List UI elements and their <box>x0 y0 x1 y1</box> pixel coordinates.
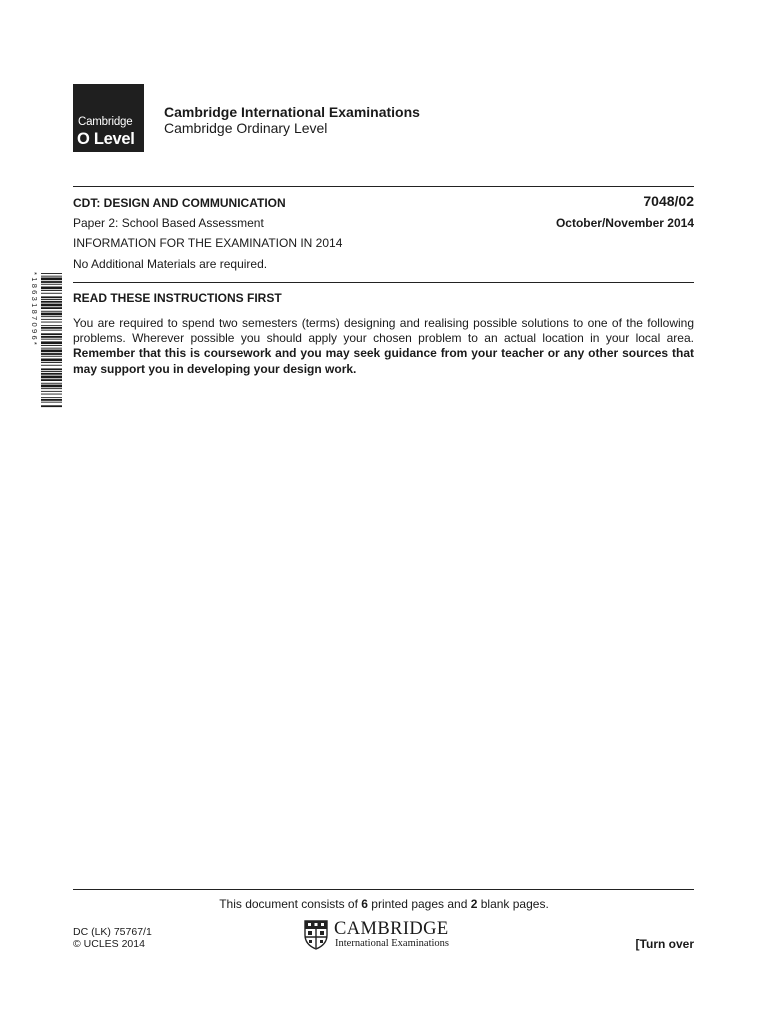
barcode-stripe <box>41 345 62 346</box>
instructions-paragraph <box>73 316 694 377</box>
board-level: Cambridge Ordinary Level <box>164 120 328 136</box>
barcode-stripe <box>41 365 62 366</box>
top-divider <box>73 186 694 187</box>
barcode-stripe <box>41 330 62 331</box>
barcode-stripe <box>41 397 62 398</box>
barcode-stripe <box>41 296 62 298</box>
barcode-stripe <box>41 359 62 362</box>
barcode-stripe <box>41 376 62 379</box>
barcode-stripe <box>41 319 62 320</box>
cambridge-o-level-logo <box>73 84 144 152</box>
instructions-bold-text: Remember that this is coursework and you may seek guidance from your teacher or any other sources that may support you in developing your design work. <box>73 346 694 376</box>
pages-suffix: blank pages. <box>477 897 549 911</box>
barcode-stripe <box>41 341 62 344</box>
barcode-stripe <box>41 356 62 357</box>
instructions-heading: READ THESE INSTRUCTIONS FIRST <box>73 291 282 305</box>
barcode-stripe <box>41 339 62 340</box>
barcode-stripe <box>41 353 62 355</box>
cambridge-wordmark: CAMBRIDGE <box>334 919 449 939</box>
barcode-stripe <box>41 325 62 326</box>
barcode-stripe <box>41 284 62 285</box>
cambridge-subtitle: International Examinations <box>335 938 450 949</box>
barcode-stripe <box>41 307 62 309</box>
logo-line-1: Cambridge <box>78 116 133 128</box>
barcode-stripe <box>41 273 62 274</box>
barcode-stripe <box>41 304 62 307</box>
exam-info: INFORMATION FOR THE EXAMINATION IN 2014 <box>73 236 343 250</box>
barcode-stripe <box>41 316 62 317</box>
copyright: © UCLES 2014 <box>73 938 145 950</box>
materials-note: No Additional Materials are required. <box>73 257 268 271</box>
syllabus-code: 7048/02 <box>643 193 694 209</box>
barcode-number: *1863187096* <box>30 272 39 348</box>
subject-title: CDT: DESIGN AND COMMUNICATION <box>73 196 286 210</box>
barcode <box>28 270 62 410</box>
document-reference: DC (LK) 75767/1 <box>73 926 152 938</box>
barcode-stripe <box>41 327 62 329</box>
printed-count: 6 <box>361 897 368 911</box>
barcode-stripe <box>41 388 62 389</box>
barcode-stripe <box>41 311 62 312</box>
barcode-stripe <box>41 371 62 372</box>
barcode-stripe <box>41 383 62 384</box>
barcode-stripe <box>41 287 62 290</box>
logo-line-2: O Level <box>77 130 135 148</box>
barcode-stripe <box>41 313 62 316</box>
barcode-stripe <box>41 299 62 300</box>
barcode-stripe <box>41 402 62 403</box>
barcode-stripe <box>41 391 62 392</box>
barcode-stripe <box>41 348 62 349</box>
barcode-stripe <box>41 293 62 294</box>
barcode-stripe <box>41 281 62 283</box>
exam-session: October/November 2014 <box>555 216 694 230</box>
barcode-stripe <box>41 373 62 375</box>
barcode-stripe <box>41 394 62 395</box>
instructions-divider <box>73 282 694 283</box>
barcode-stripe <box>41 278 62 281</box>
turn-over-note: [Turn over <box>635 937 694 951</box>
instructions-text: You are required to spend two semesters (terms) designing and realising possible solutions to one of the following problems. Wherever possible you should apply your chosen problem to an actual location in your local area. <box>73 316 694 346</box>
page-count-note <box>0 897 768 911</box>
barcode-stripe <box>41 405 62 407</box>
barcode-stripe <box>41 336 62 338</box>
barcode-stripe <box>41 385 62 388</box>
pages-middle: printed pages and <box>367 897 471 911</box>
barcode-stripe <box>41 379 62 381</box>
barcode-stripe <box>41 362 62 363</box>
blank-count: 2 <box>470 897 478 911</box>
paper-title: Paper 2: School Based Assessment <box>73 216 264 230</box>
barcode-stripe <box>41 290 62 291</box>
barcode-stripe <box>41 322 62 323</box>
barcode-stripe <box>41 276 62 277</box>
barcode-stripe <box>41 350 62 353</box>
barcode-stripe <box>41 368 62 370</box>
barcode-stripe <box>41 301 62 303</box>
footer-divider <box>73 889 694 890</box>
cambridge-crest-icon <box>304 920 328 950</box>
board-name: Cambridge International Examinations <box>164 104 420 120</box>
barcode-stripe <box>41 333 62 335</box>
pages-prefix: This document consists of <box>219 897 362 911</box>
barcode-stripe <box>41 399 62 401</box>
